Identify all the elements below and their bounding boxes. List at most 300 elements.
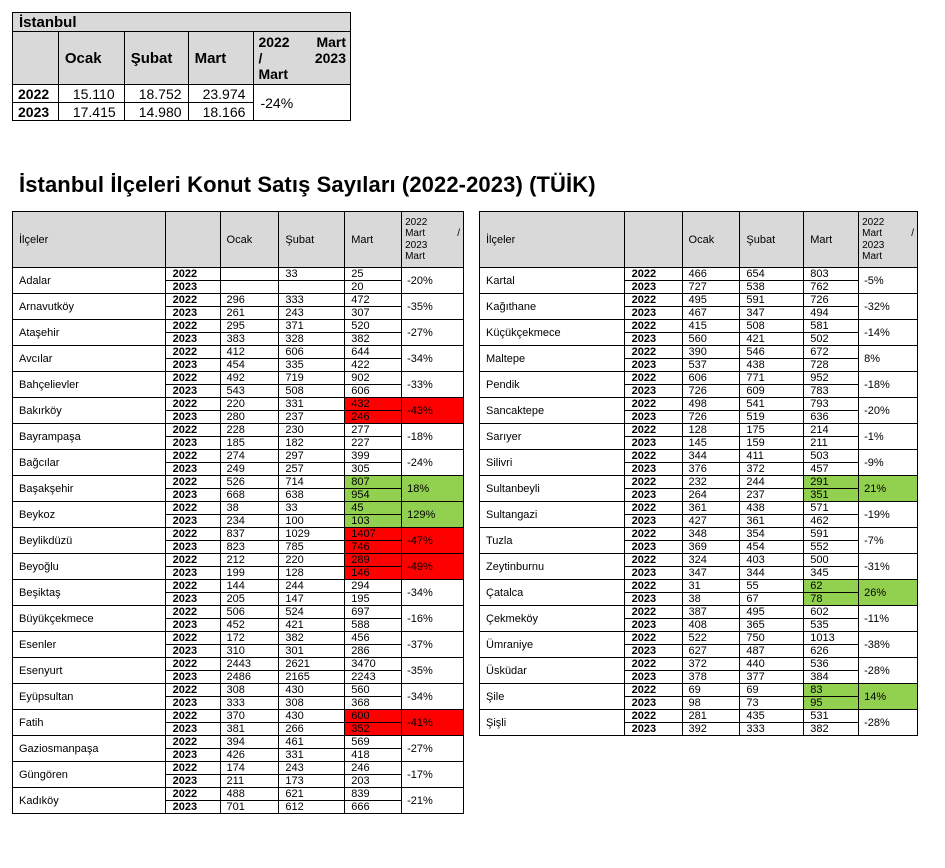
year-label: 2023 [165,359,220,372]
value-subat: 438 [740,502,804,515]
value-ocak: 234 [220,515,279,528]
value-subat: 421 [279,619,345,632]
change-percent: -27% [402,736,464,762]
year-label: 2023 [624,489,682,502]
year-label: 2023 [165,463,220,476]
year-label: 2022 [624,554,682,567]
district-row [13,528,464,541]
district-name: Çekmeköy [480,606,625,632]
district-row [480,684,918,697]
value-subat: 297 [279,450,345,463]
district-name: Eyüpsultan [13,684,166,710]
value-mart: 382 [345,333,402,346]
value-subat: 328 [279,333,345,346]
year-label: 2022 [624,580,682,593]
change-percent: -16% [402,606,464,632]
value-ocak: 172 [220,632,279,645]
summary-value: 15.110 [58,85,124,103]
value-mart: 762 [804,281,859,294]
value-ocak [220,268,279,281]
value-subat: 411 [740,450,804,463]
district-row [13,346,464,359]
change-percent: -43% [402,398,464,424]
change-percent: 21% [859,476,918,502]
year-label: 2022 [624,632,682,645]
year-label: 2022 [624,606,682,619]
district-row [13,294,464,307]
value-subat: 308 [279,697,345,710]
value-subat: 785 [279,541,345,554]
value-ocak: 823 [220,541,279,554]
summary-header-blank [13,32,59,85]
year-label: 2023 [165,489,220,502]
value-subat: 237 [279,411,345,424]
year-label: 2022 [165,450,220,463]
year-label: 2023 [165,749,220,762]
value-subat: 182 [279,437,345,450]
value-subat: 55 [740,580,804,593]
value-mart: 307 [345,307,402,320]
year-label: 2023 [624,697,682,710]
year-label: 2022 [165,528,220,541]
value-ocak: 412 [220,346,279,359]
value-ocak: 495 [682,294,740,307]
value-ocak: 69 [682,684,740,697]
year-label: 2023 [165,385,220,398]
year-label: 2022 [165,606,220,619]
header-subat: Şubat [279,212,345,268]
district-name: Bakırköy [13,398,166,424]
district-row [13,606,464,619]
district-row [13,762,464,775]
value-subat: 159 [740,437,804,450]
value-subat: 750 [740,632,804,645]
district-row [480,554,918,567]
change-percent: -33% [402,372,464,398]
value-ocak: 232 [682,476,740,489]
value-mart: 368 [345,697,402,710]
value-subat: 333 [279,294,345,307]
value-ocak: 378 [682,671,740,684]
change-percent: -5% [859,268,918,294]
district-name: Zeytinburnu [480,554,625,580]
value-mart: 45 [345,502,402,515]
district-name: Bayrampaşa [13,424,166,450]
value-ocak: 2443 [220,658,279,671]
year-label: 2022 [624,450,682,463]
district-row [480,658,918,671]
header-ocak: Ocak [682,212,740,268]
value-subat: 354 [740,528,804,541]
change-percent: -28% [859,710,918,736]
year-label: 2023 [165,541,220,554]
value-mart: 1013 [804,632,859,645]
district-row [13,450,464,463]
year-label: 2022 [624,502,682,515]
change-percent: -20% [859,398,918,424]
year-label: 2023 [624,385,682,398]
header-ocak: Ocak [220,212,279,268]
year-label: 2023 [624,359,682,372]
district-row [480,580,918,593]
value-subat: 403 [740,554,804,567]
summary-year: 2023 [13,103,59,121]
value-mart: 606 [345,385,402,398]
district-row [13,710,464,723]
value-subat: 361 [740,515,804,528]
value-subat: 771 [740,372,804,385]
value-mart: 103 [345,515,402,528]
district-row [13,424,464,437]
value-ocak: 128 [682,424,740,437]
value-ocak: 205 [220,593,279,606]
value-ocak: 281 [682,710,740,723]
change-percent: -24% [402,450,464,476]
year-label: 2023 [165,723,220,736]
value-ocak: 280 [220,411,279,424]
value-mart: 195 [345,593,402,606]
value-subat: 461 [279,736,345,749]
change-percent: -19% [859,502,918,528]
district-row [480,372,918,385]
value-ocak: 211 [220,775,279,788]
value-mart: 456 [345,632,402,645]
value-mart: 636 [804,411,859,424]
value-mart: 535 [804,619,859,632]
change-percent: -1% [859,424,918,450]
year-label: 2023 [624,619,682,632]
value-mart: 3470 [345,658,402,671]
value-ocak: 492 [220,372,279,385]
district-name: Başakşehir [13,476,166,502]
value-mart: 502 [804,333,859,346]
value-ocak: 344 [682,450,740,463]
value-ocak: 837 [220,528,279,541]
year-label: 2023 [624,567,682,580]
value-mart: 520 [345,320,402,333]
year-label: 2023 [624,333,682,346]
year-label: 2023 [624,411,682,424]
value-ocak: 668 [220,489,279,502]
change-percent: -34% [402,346,464,372]
value-ocak: 348 [682,528,740,541]
value-ocak: 543 [220,385,279,398]
year-label: 2022 [165,346,220,359]
value-mart: 457 [804,463,859,476]
value-subat: 524 [279,606,345,619]
change-percent: -49% [402,554,464,580]
value-ocak: 526 [220,476,279,489]
year-label: 2023 [165,333,220,346]
value-subat: 454 [740,541,804,554]
district-name: Beyoğlu [13,554,166,580]
value-ocak: 261 [220,307,279,320]
value-subat: 508 [740,320,804,333]
value-subat: 430 [279,684,345,697]
value-mart: 246 [345,762,402,775]
value-subat: 33 [279,268,345,281]
value-mart: 560 [345,684,402,697]
value-subat: 237 [740,489,804,502]
value-mart: 472 [345,294,402,307]
value-ocak: 369 [682,541,740,554]
year-label: 2023 [624,281,682,294]
value-mart: 20 [345,281,402,294]
change-percent: -9% [859,450,918,476]
year-label: 2022 [165,398,220,411]
value-mart: 277 [345,424,402,437]
year-label: 2022 [624,320,682,333]
district-row [13,398,464,411]
value-mart: 569 [345,736,402,749]
year-label: 2022 [624,710,682,723]
value-mart: 626 [804,645,859,658]
district-row [13,554,464,567]
value-mart: 294 [345,580,402,593]
summary-value: 17.415 [58,103,124,121]
value-subat: 438 [740,359,804,372]
value-mart: 536 [804,658,859,671]
value-subat: 371 [279,320,345,333]
value-ocak: 199 [220,567,279,580]
district-name: Maltepe [480,346,625,372]
value-subat: 230 [279,424,345,437]
value-subat: 257 [279,463,345,476]
value-ocak: 727 [682,281,740,294]
value-mart: 728 [804,359,859,372]
value-ocak: 426 [220,749,279,762]
value-subat: 220 [279,554,345,567]
value-ocak: 627 [682,645,740,658]
district-name: Tuzla [480,528,625,554]
value-subat: 609 [740,385,804,398]
change-percent: -38% [859,632,918,658]
value-mart: 227 [345,437,402,450]
value-subat: 719 [279,372,345,385]
year-label: 2023 [165,619,220,632]
header-district: İlçeler [480,212,625,268]
value-subat: 435 [740,710,804,723]
value-ocak: 537 [682,359,740,372]
summary-change: -24% [254,85,351,121]
district-name: Şişli [480,710,625,736]
change-percent: -18% [402,424,464,450]
district-row [13,788,464,801]
value-ocak: 498 [682,398,740,411]
district-row [480,476,918,489]
year-label: 2023 [165,281,220,294]
value-mart: 83 [804,684,859,697]
district-name: Üsküdar [480,658,625,684]
value-subat: 33 [279,502,345,515]
change-percent: -47% [402,528,464,554]
value-mart: 672 [804,346,859,359]
year-label: 2022 [165,424,220,437]
district-row [480,294,918,307]
change-percent: -18% [859,372,918,398]
value-subat: 508 [279,385,345,398]
year-label: 2023 [624,463,682,476]
value-ocak: 560 [682,333,740,346]
value-subat: 612 [279,801,345,814]
value-ocak: 174 [220,762,279,775]
value-mart: 600 [345,710,402,723]
value-subat: 128 [279,567,345,580]
summary-header-subat: Şubat [124,32,188,85]
summary-year: 2022 [13,85,59,103]
value-mart: 531 [804,710,859,723]
change-percent: -28% [859,658,918,684]
value-mart: 462 [804,515,859,528]
value-subat: 654 [740,268,804,281]
value-subat: 591 [740,294,804,307]
value-mart: 839 [345,788,402,801]
year-label: 2023 [624,593,682,606]
change-percent: 14% [859,684,918,710]
year-label: 2023 [165,697,220,710]
value-ocak: 347 [682,567,740,580]
value-subat: 67 [740,593,804,606]
district-name: Küçükçekmece [480,320,625,346]
year-label: 2023 [165,437,220,450]
district-row [480,502,918,515]
change-percent: -14% [859,320,918,346]
district-name: Ataşehir [13,320,166,346]
year-label: 2022 [624,294,682,307]
value-ocak: 522 [682,632,740,645]
value-ocak: 220 [220,398,279,411]
district-name: Esenyurt [13,658,166,684]
value-subat: 495 [740,606,804,619]
change-percent: 129% [402,502,464,528]
year-label: 2022 [165,320,220,333]
value-subat: 487 [740,645,804,658]
value-subat: 244 [740,476,804,489]
district-row [480,710,918,723]
district-name: Sultangazi [480,502,625,528]
value-mart: 418 [345,749,402,762]
district-name: Silivri [480,450,625,476]
value-ocak: 726 [682,385,740,398]
district-row [480,346,918,359]
year-label: 2022 [624,372,682,385]
year-label: 2023 [165,567,220,580]
year-label: 2023 [624,515,682,528]
year-label: 2022 [165,372,220,385]
district-name: Büyükçekmece [13,606,166,632]
change-percent: 18% [402,476,464,502]
summary-value: 14.980 [124,103,188,121]
year-label: 2022 [165,684,220,697]
value-subat: 421 [740,333,804,346]
summary-caption: İstanbul [13,13,351,32]
value-subat: 344 [740,567,804,580]
value-ocak: 145 [682,437,740,450]
value-ocak: 726 [682,411,740,424]
value-subat: 69 [740,684,804,697]
value-mart: 952 [804,372,859,385]
value-subat: 638 [279,489,345,502]
value-subat: 372 [740,463,804,476]
district-name: Gaziosmanpaşa [13,736,166,762]
year-label: 2022 [165,268,220,281]
value-ocak: 390 [682,346,740,359]
value-ocak: 264 [682,489,740,502]
district-row [13,580,464,593]
value-mart: 305 [345,463,402,476]
value-subat: 175 [740,424,804,437]
value-subat: 377 [740,671,804,684]
district-row [480,398,918,411]
value-subat: 100 [279,515,345,528]
value-subat: 1029 [279,528,345,541]
value-subat: 301 [279,645,345,658]
value-ocak: 324 [682,554,740,567]
change-percent: -17% [402,762,464,788]
value-subat [279,281,345,294]
value-mart: 591 [804,528,859,541]
value-mart: 384 [804,671,859,684]
value-ocak: 228 [220,424,279,437]
value-ocak: 361 [682,502,740,515]
summary-value: 23.974 [188,85,254,103]
header-year-blank [624,212,682,268]
value-mart: 203 [345,775,402,788]
value-mart: 666 [345,801,402,814]
district-name: Çatalca [480,580,625,606]
value-mart: 571 [804,502,859,515]
value-mart: 644 [345,346,402,359]
district-row [13,632,464,645]
value-subat: 430 [279,710,345,723]
year-label: 2023 [624,645,682,658]
value-ocak: 488 [220,788,279,801]
district-table-right [479,211,918,736]
district-rows-left [13,268,464,814]
value-mart: 382 [804,723,859,736]
year-label: 2023 [624,723,682,736]
district-name: Bahçelievler [13,372,166,398]
year-label: 2023 [624,671,682,684]
district-name: Beşiktaş [13,580,166,606]
value-ocak: 310 [220,645,279,658]
value-mart: 783 [804,385,859,398]
value-mart: 78 [804,593,859,606]
district-name: Kadıköy [13,788,166,814]
value-subat: 621 [279,788,345,801]
year-label: 2022 [165,658,220,671]
value-subat: 2165 [279,671,345,684]
value-ocak: 31 [682,580,740,593]
district-name: Esenler [13,632,166,658]
change-percent: -21% [402,788,464,814]
value-subat: 519 [740,411,804,424]
value-ocak: 212 [220,554,279,567]
change-percent: -34% [402,580,464,606]
value-subat: 546 [740,346,804,359]
summary-header-mart: Mart [188,32,254,85]
district-row [13,476,464,489]
value-ocak: 38 [682,593,740,606]
year-label: 2023 [165,645,220,658]
value-ocak: 98 [682,697,740,710]
year-label: 2023 [165,801,220,814]
page-title: İstanbul İlçeleri Konut Satış Sayıları (2022-2023) (TÜİK) [19,172,596,197]
district-row [480,632,918,645]
value-mart: 697 [345,606,402,619]
district-row [13,658,464,671]
value-mart: 588 [345,619,402,632]
